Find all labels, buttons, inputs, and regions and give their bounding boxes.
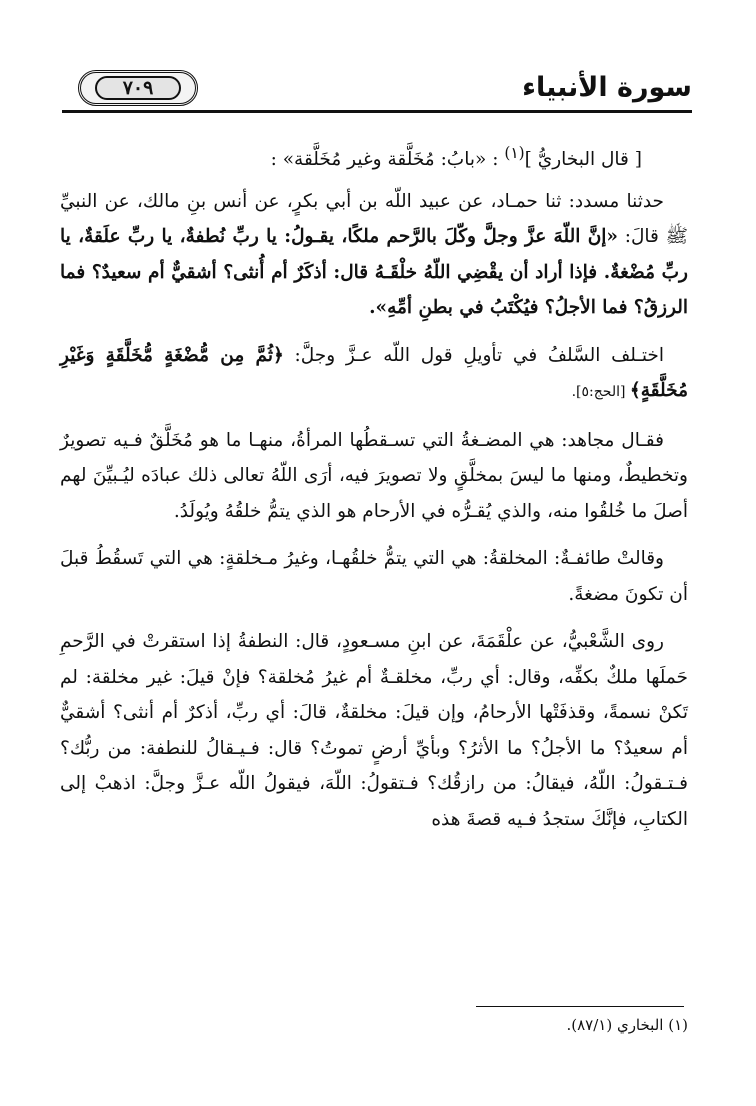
header-divider (62, 110, 692, 113)
page-body (60, 136, 688, 849)
page-number: ٧٠٩ (95, 76, 181, 100)
footnote-marker: (١) (504, 144, 525, 162)
quran-verse: ﴿ثُمَّ مِن مُّضْغَةٍ مُّخَلَّقَةٍ وَغَيْرِ مُخَلَّقَةٍ﴾ (60, 344, 688, 402)
chapter-heading (60, 136, 688, 178)
footnote: (١) البخاري (٨٧/١). (566, 1016, 688, 1034)
verse-reference: [الحج:٥]. (571, 384, 630, 401)
surah-title: سورة الأنبياء (522, 72, 692, 103)
verse-intro: اختـلف السَّلفُ في تأويلِ قول اللّه عـزَّ وجلَّ: (283, 344, 664, 366)
hadith-paragraph (60, 184, 688, 326)
chapter-heading-bracket: [ قال البخاريُّ ] (524, 149, 642, 171)
page-header (62, 70, 692, 114)
hadith-text: «إنَّ اللّهَ عزَّ وجلَّ وكّلَ بالرَّحم ملكًا، يقـولُ: يا ربِّ نُطفةٌ، يا ربِّ علَقةٌ، يا ربِّ مُضْغةٌ. فإذا أراد أن يقْضِي اللّهُ خلْقَـهُ قال: أذكَرٌ أم أُنثى؟ أشقيٌّ أم سعيدٌ؟ فما الرزقُ؟ فما الأجلُ؟ فيُكْتَبُ في بطنِ أمِّهِ». (60, 226, 688, 319)
group-opinion-paragraph: وقالتْ طائفـةٌ: المخلقةُ: هي التي يتمُّ خلقُهـا، وغيرُ مـخلقةٍ: هي التي تَسقُطُ قبلَ أن تكونَ مضغةً. (60, 548, 688, 605)
shabi-narration-paragraph: روى الشَّعْبيُّ، عن علْقَمَةَ، عن ابنِ مسـعودٍ، قال: النطفةُ إذا استقرتْ في الرَّحمِ حَملَها ملكٌ بكفِّه، وقال: أي ربِّ، مخلقـةٌ أم غيرُ مُخلقة؟ فإنْ قيلَ: غير مخلقة: لم تَكنْ نسمةً، وقذفَتْها الأرحامُ، وإن قيلَ: مخلقةٌ، قالَ: أي ربِّ، أذكرٌ أم أنثى؟ أشقيٌّ أم سعيدٌ؟ ما الأجلُ؟ ما الأثرُ؟ وبأيِّ أرضٍ تموتُ؟ قال: فـيـقالُ للنطفة: من ربُّك؟ فـتـقولُ: اللّهُ، فيقالُ: من رازقُك؟ فـتقولُ: اللّهَ، فيقولُ اللّه عـزَّ وجلَّ: اذهبْ إلى الكتابِ، فإنَّكَ ستجدُ فـيه قصةَ هذه (60, 631, 688, 830)
chapter-heading-text: : «بابُ: مُخَلَّقة وغير مُخَلَّقة» : (270, 149, 505, 171)
verse-paragraph (60, 338, 688, 411)
hadith-chain: حدثنا مسدد: ثنا حمـاد، عن عبيد اللّه بن أبي بكرٍ، عن أنس بنِ مالك، عن النبيِّ ﷺ قالَ: (60, 190, 689, 248)
mujahid-paragraph: فقـال مجاهد: هي المضـغةُ التي تسـقطُها المرأةُ، منهـا ما هو مُخَلَّقٌ فـيه تصويرٌ وتخطيطٌ، ومنها ما ليسَ بمخلَّقٍ ولا تصويرَ فيه، أرَى اللّهُ تعالى ذلك عبادَه ليُـبيِّنَ لهم أصلَ ما خُلقُوا منه، والذي يُقـرُّه في الأرحام هو الذي يتمُّ خلقُهُ ويُولَدُ. (60, 429, 688, 522)
footnote-divider (476, 1006, 684, 1007)
page-number-badge (78, 70, 198, 106)
